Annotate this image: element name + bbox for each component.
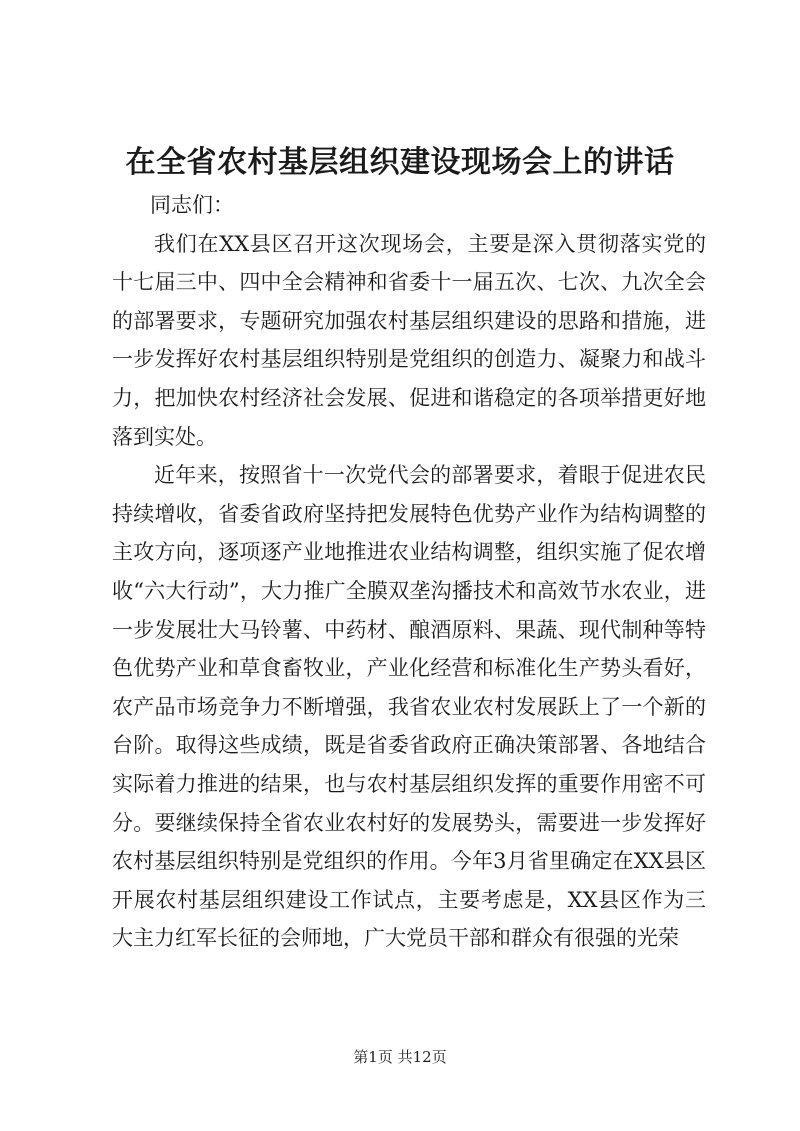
document-title: 在全省农村基层组织建设现场会上的讲话 xyxy=(125,145,675,180)
salutation: 同志们： xyxy=(150,193,234,217)
page-number-footer: 第1页 共12页 xyxy=(353,1048,447,1066)
paragraph: 我们在XX县区召开这次现场会，主要是深入贯彻落实党的十七届三中、四中全会精神和省委十一届五次、七次、九次全会的部署要求，专题研究加强农村基层组织建设的思路和措施，进一步发挥好农村基层组织特别是党组织的创造力、凝聚力和战斗力，把加快农村经济社会发展、促进和谐稳定的各项举措更好地落到实处。 xyxy=(112,231,706,449)
document-body xyxy=(112,186,706,958)
paragraph: 近年来，按照省十一次党代会的部署要求，着眼于促进农民持续增收，省委省政府坚持把发展特色优势产业作为结构调整的主攻方向，逐项逐产业地推进农业结构调整，组织实施了促农增收“六大行动”，大力推广全膜双垄沟播技术和高效节水农业，进一步发展壮大马铃薯、中药材、酿酒原料、果蔬、现代制种等特色优势产业和草食畜牧业，产业化经营和标准化生产势头看好，农产品市场竞争力不断增强，我省农业农村发展跃上了一个新的台阶。取得这些成绩，既是省委省政府正确决策部署、各地结合实际着力推进的结果，也与农村基层组织发挥的重要作用密不可分。要继续保持全省农业农村好的发展势头，需要进一步发挥好农村基层组织特别是党组织的作用。今年3月省里确定在XX县区开展农村基层组织建设工作试点，主要考虑是，XX县区作为三大主力红军长征的会师地，广大党员干部和群众有很强的光荣 xyxy=(112,463,706,951)
